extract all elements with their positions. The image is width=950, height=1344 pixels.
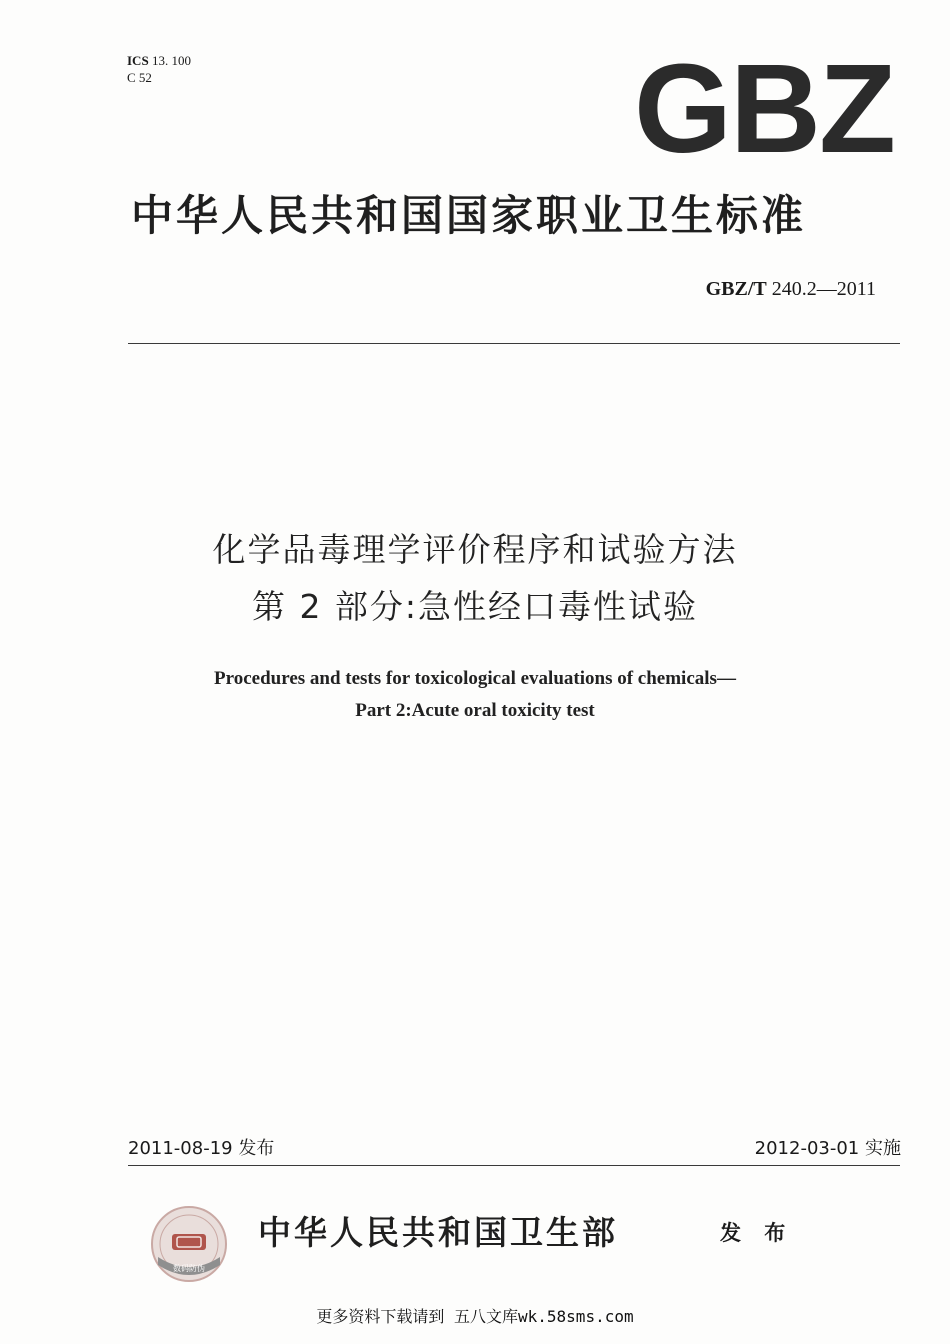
gbz-logo: GBZ: [634, 58, 894, 160]
seal-label: 数码防伪: [173, 1264, 205, 1273]
title-en-line1: Procedures and tests for toxicological evaluations of chemicals—: [214, 668, 736, 689]
anti-counterfeit-seal-icon: [150, 1205, 228, 1283]
footer-download-note: 更多资料下载请到 五八文库wk.58sms.com: [316, 1307, 634, 1326]
issue-date: 2011-08-19 发布: [128, 1138, 275, 1159]
standard-number: [706, 276, 876, 302]
title-zh-line2: 第 2 部分:急性经口毒性试验: [251, 587, 699, 626]
national-standard-title: 中华人民共和国国家职业卫生标准: [131, 191, 807, 240]
implementation-date: 2012-03-01 实施: [754, 1138, 901, 1159]
publisher-name: 中华人民共和国卫生部: [258, 1213, 618, 1252]
ics-code: [127, 52, 191, 69]
standard-prefix: GBZ/T: [705, 278, 767, 300]
title-en-line2: Part 2:Acute oral toxicity test: [355, 700, 595, 721]
ics-value: 13. 100: [151, 53, 191, 68]
classification-codes: [127, 52, 191, 86]
publisher-action: 发 布: [720, 1220, 794, 1245]
ics-label: ICS: [127, 53, 149, 68]
title-zh-line1: 化学品毒理学评价程序和试验方法: [212, 530, 738, 569]
bottom-divider: [128, 1165, 900, 1166]
top-divider: [128, 343, 900, 344]
standard-code: 240.2—2011: [771, 278, 876, 300]
ccs-code: C 52: [127, 70, 152, 85]
